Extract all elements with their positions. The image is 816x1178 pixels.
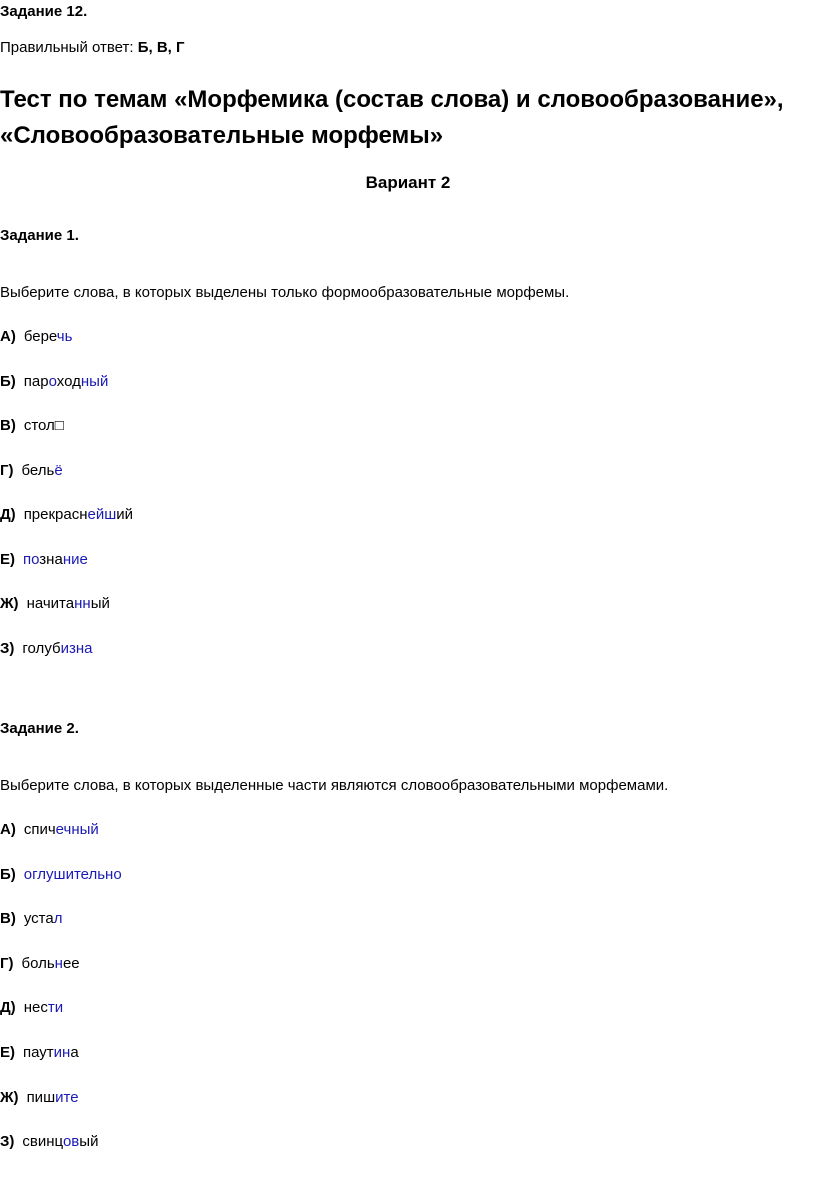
answer-option <box>0 1043 79 1063</box>
task2-heading: Задание 2. <box>0 720 79 737</box>
answer-option <box>0 1088 79 1108</box>
word-part: спич <box>23 821 56 838</box>
highlighted-morpheme: по <box>23 550 40 568</box>
test-title-line1: Тест по темам «Морфемика (состав слова) и словообразование», <box>0 86 784 113</box>
word-part: стол <box>23 417 55 434</box>
answer-option <box>0 954 80 974</box>
option-letter: Д) <box>0 506 16 523</box>
option-letter: А) <box>0 821 16 838</box>
option-word <box>22 1133 98 1150</box>
word-part: а <box>70 1044 79 1061</box>
option-letter: Г) <box>0 954 14 972</box>
option-word <box>24 999 63 1016</box>
option-word <box>27 1089 79 1106</box>
option-letter: Б) <box>0 865 16 883</box>
task2-question: Выберите слова, в которых выделенные части являются словообразовательными морфемами. <box>0 777 669 794</box>
word-part: зна <box>39 550 63 568</box>
answer-option <box>0 372 108 392</box>
option-word <box>24 910 63 927</box>
option-word <box>22 640 92 657</box>
word-part: голуб <box>22 639 61 657</box>
word-part: ый <box>90 595 110 612</box>
option-word <box>24 821 99 838</box>
highlighted-morpheme: л <box>53 910 63 928</box>
word-part: ее <box>62 954 80 972</box>
highlighted-morpheme: ов <box>62 1133 80 1151</box>
option-letter: Ж) <box>0 1088 19 1106</box>
word-part: нес <box>23 999 48 1017</box>
word-part: ий <box>116 506 134 523</box>
highlighted-morpheme: ти <box>47 999 64 1017</box>
task1-heading: Задание 1. <box>0 227 79 244</box>
word-part: бель <box>21 461 55 479</box>
answer-option <box>0 594 110 614</box>
word-part: ый <box>79 1133 99 1151</box>
answer-option <box>0 461 63 481</box>
highlighted-morpheme: нн <box>74 595 91 612</box>
highlighted-morpheme: оглуш <box>23 865 66 883</box>
option-letter: З) <box>0 1133 15 1151</box>
highlighted-morpheme: ние <box>62 550 88 568</box>
prev-task-heading: Задание 12. <box>0 3 88 20</box>
variant-heading: Вариант 2 <box>365 173 451 192</box>
prev-task-answer <box>0 38 185 58</box>
option-letter: В) <box>0 417 16 434</box>
test-title-line2: «Словообразовательные морфемы» <box>0 122 444 149</box>
word-part: уста <box>23 910 54 928</box>
answer-option <box>0 327 72 347</box>
answer-option <box>0 639 92 659</box>
highlighted-morpheme: ейш <box>87 506 117 523</box>
word-part: свинц <box>22 1133 63 1151</box>
answer-value: Б, В, Г <box>137 39 185 56</box>
answer-label: Правильный ответ: <box>0 39 138 56</box>
answer-option <box>0 1132 98 1152</box>
word-part: паут <box>23 1044 54 1061</box>
option-word <box>24 328 73 345</box>
answer-option <box>0 865 122 885</box>
option-word <box>24 417 64 434</box>
word-part: пиш <box>26 1088 56 1106</box>
word-part: начита <box>26 595 75 612</box>
option-letter: З) <box>0 639 15 657</box>
word-part: ход <box>56 372 81 390</box>
option-letter: Е) <box>0 550 15 568</box>
highlighted-morpheme: о <box>48 372 57 390</box>
highlighted-morpheme: чь <box>56 328 73 345</box>
option-letter: Г) <box>0 461 14 479</box>
task1-question: Выберите слова, в которых выделены только формообразовательные морфемы. <box>0 284 570 301</box>
option-word <box>23 1044 79 1061</box>
option-word <box>27 595 110 612</box>
option-word <box>24 506 133 523</box>
option-letter: Е) <box>0 1044 15 1061</box>
answer-option <box>0 820 99 840</box>
option-word <box>22 955 80 972</box>
answer-option <box>0 416 64 436</box>
word-part: бере <box>23 328 57 345</box>
word-part: □ <box>54 417 64 434</box>
highlighted-morpheme: ный <box>80 372 109 390</box>
highlighted-morpheme: ите <box>55 1088 79 1106</box>
answer-option <box>0 505 133 525</box>
word-part: прекрасн <box>23 506 88 523</box>
highlighted-morpheme: ё <box>54 461 63 479</box>
answer-option <box>0 998 63 1018</box>
option-word <box>24 866 122 883</box>
option-letter: Ж) <box>0 595 19 612</box>
option-letter: В) <box>0 910 16 928</box>
answer-option <box>0 909 62 929</box>
option-word <box>23 551 88 568</box>
highlighted-morpheme: ительно <box>65 865 122 883</box>
highlighted-morpheme: изна <box>60 639 93 657</box>
option-word <box>24 373 109 390</box>
option-word <box>22 462 63 479</box>
answer-option <box>0 550 88 570</box>
highlighted-morpheme: н <box>54 954 63 972</box>
option-letter: А) <box>0 328 16 345</box>
option-letter: Д) <box>0 999 16 1017</box>
highlighted-morpheme: ечный <box>55 821 99 838</box>
word-part: пар <box>23 372 49 390</box>
option-letter: Б) <box>0 372 16 390</box>
word-part: боль <box>21 954 55 972</box>
highlighted-morpheme: ин <box>53 1044 71 1061</box>
